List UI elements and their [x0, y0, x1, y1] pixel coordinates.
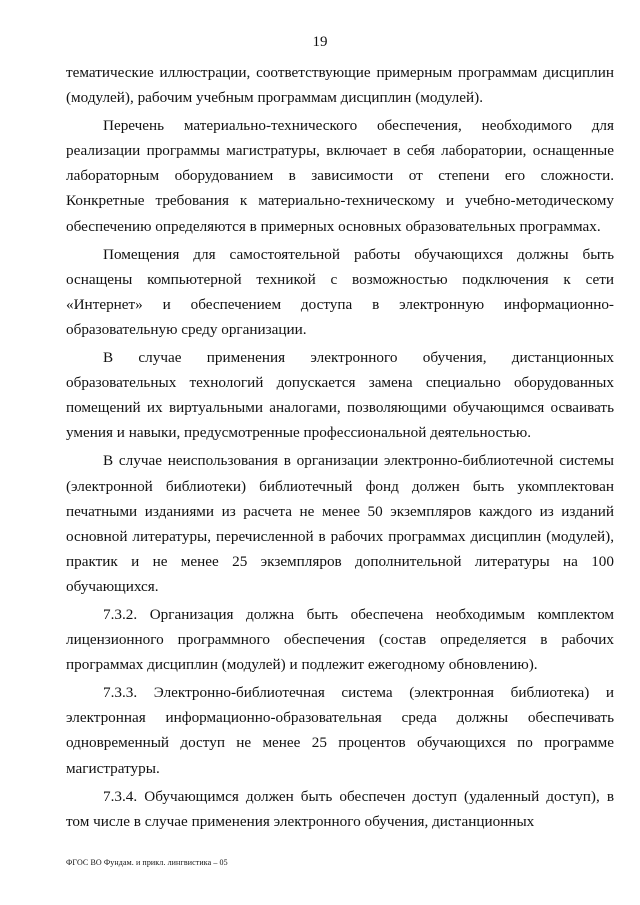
paragraph-library-fund: В случае неиспользования в организации электронно-библиотечной системы (электронной библиотеки) библиотечный фонд должен быть укомплектован печатными изданиями из расчета не менее 50 экземпляров каждого из изданий основной литературы, перечисленной в рабочих программах дисциплин (модулей), практик и не менее 25 экземпляров дополнительной литературы на 100 обучающихся.	[66, 452, 614, 595]
paragraph-continuation: тематические иллюстрации, соответствующие примерным программам дисциплин (модулей), рабочим учебным программам дисциплин (модулей).	[66, 64, 614, 107]
paragraph-equipment-list: Перечень материально-технического обеспечения, необходимого для реализации программы магистратуры, включает в себя лаборатории, оснащенные лабораторным оборудованием в зависимости от степени его сложности. Конкретные требования к материально-техническому и учебно-методическому обеспечению определяются в примерных основных образовательных программах.	[66, 117, 614, 235]
page-footer: ФГОС ВО Фундам. и прикл. лингвистика – 05	[66, 858, 228, 867]
body-text	[66, 60, 614, 837]
paragraph-7-3-2: 7.3.2. Организация должна быть обеспечена необходимым комплектом лицензионного программного обеспечения (состав определяется в рабочих программах дисциплин (модулей) и подлежит ежегодному обновлению).	[66, 605, 614, 674]
paragraph-7-3-4: 7.3.4. Обучающимся должен быть обеспечен доступ (удаленный доступ), в том числе в случае применения электронного обучения, дистанционных	[66, 787, 614, 830]
page-number: 19	[312, 34, 328, 50]
paragraph-self-study-rooms: Помещения для самостоятельной работы обучающихся должны быть оснащены компьютерной техникой с возможностью подключения к сети «Интернет» и обеспечением доступа в электронную информационно-образовательную среду организации.	[66, 245, 614, 338]
paragraph-7-3-3: 7.3.3. Электронно-библиотечная система (электронная библиотека) и электронная информационно-образовательная среда должны обеспечивать одновременный доступ не менее 25 процентов обучающихся по программе магистратуры.	[66, 684, 614, 777]
paragraph-e-learning: В случае применения электронного обучения, дистанционных образовательных технологий допускается замена специально оборудованных помещений их виртуальными аналогами, позволяющими обучающимся осваивать умения и навыки, предусмотренные профессиональной деятельностью.	[66, 349, 614, 442]
